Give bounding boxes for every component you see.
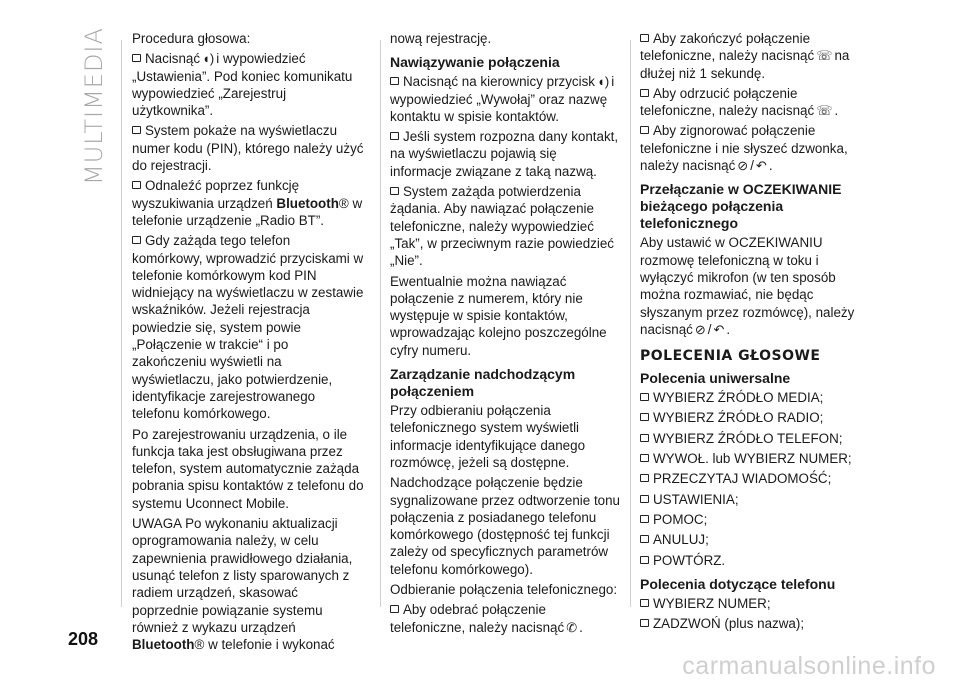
section-heading: Przełączanie w OCZEKIWANIE bieżącego połączenia telefonicznego xyxy=(640,181,842,232)
section-heading: Polecenia dotyczące telefonu xyxy=(640,575,836,592)
watermark: carmanualsonline.info xyxy=(682,652,936,680)
checkbox-bullet-icon xyxy=(640,126,649,134)
checkbox-bullet-icon xyxy=(132,181,141,189)
list-item: WYBIERZ ŹRÓDŁO RADIO; xyxy=(640,409,872,426)
step-item: Jeśli system rozpozna dany kontakt, na wyświetlaczu pojawią się informacje związane z taką nazwą. xyxy=(390,129,619,179)
page-number: 208 xyxy=(68,629,99,649)
checkbox-bullet-icon xyxy=(640,599,649,607)
section-heading: Polecenia uniwersalne xyxy=(640,370,791,387)
checkbox-bullet-icon xyxy=(390,132,399,140)
column-divider xyxy=(121,40,122,607)
checkbox-bullet-icon xyxy=(640,515,649,523)
paragraph: Ewentualnie można nawiązać połączenie z numerem, który nie występuje w spisie kontaktów, wprowadzając kolejno poszczególne cyfry numeru. xyxy=(390,273,607,358)
checkbox-bullet-icon xyxy=(640,413,649,421)
list-item: POMOC; xyxy=(640,511,872,528)
step-item: Aby zignorować połączenie telefoniczne i nie słyszeć dzwonka, należy nacisnąć ⊘ / ↶ . xyxy=(640,123,848,174)
list-item: WYBIERZ NUMER; xyxy=(640,595,872,612)
checkbox-bullet-icon xyxy=(132,236,141,244)
list-item: ZADZWOŃ (plus nazwa); xyxy=(640,615,872,632)
paragraph: UWAGA Po wykonaniu aktualizacji oprogramowania należy, w celu zapewnienia prawidłowego działania, usunąć telefon z listy sparowanych z radiem urządzeń, skasować poprzednie powiązanie systemu również z wykazu urządzeń Bluetooth® w telefonie i wykonać xyxy=(132,516,353,653)
column-3 xyxy=(640,30,872,635)
back-arrow-icon: ↶ xyxy=(755,158,767,174)
paragraph: Procedura głosowa: xyxy=(132,31,251,46)
step-item: Aby odebrać połączenie telefoniczne, należy nacisnąć ✆ . xyxy=(390,602,583,635)
chapter-heading: POLECENIA GŁOSOWE xyxy=(640,348,821,365)
list-item: ANULUJ; xyxy=(640,531,872,548)
checkbox-bullet-icon xyxy=(640,474,649,482)
step-item: Aby zakończyć połączenie telefoniczne, należy nacisnąć ☏ na dłużej niż 1 sekundę. xyxy=(640,31,850,81)
phone-answer-icon: ✆ xyxy=(566,619,578,635)
voice-icon: ◖) xyxy=(202,51,215,67)
voice-icon: ◖) xyxy=(597,74,610,90)
checkbox-bullet-icon xyxy=(390,605,399,613)
checkbox-bullet-icon xyxy=(640,454,649,462)
column-2 xyxy=(390,30,622,639)
paragraph: Po zarejestrowaniu urządzenia, o ile funkcja taka jest obsługiwana przez telefon, system automatycznie zażąda pobrania spisu kontaktów z telefonu do systemu Uconnect Mobile. xyxy=(132,426,364,511)
step-item: Odnaleźć poprzez funkcję wyszukiwania urządzeń Bluetooth® w telefonie urządzenie „Radio BT”. xyxy=(132,178,363,228)
checkbox-bullet-icon xyxy=(640,619,649,627)
step-item: Aby odrzucić połączenie telefoniczne, należy nacisnąć ☏ . xyxy=(640,85,839,119)
paragraph: Aby ustawić w OCZEKIWANIU rozmowę telefoniczną w toku i wyłączyć mikrofon (w ten sposób można rozmawiać, nie będąc słyszanym przez rozmówcę), należy nacisnąć ⊘ / ↶ . xyxy=(640,235,855,337)
section-heading: Zarządzanie nadchodzącym połączeniem xyxy=(390,366,576,400)
paragraph: Nadchodzące połączenie będzie sygnalizowane przez odtworzenie tonu połączenia z posiadanego telefonu komórkowego (dostępność tej funkcji zależy od specyficznych parametrów telefonu komórkowego). xyxy=(390,475,621,577)
column-1 xyxy=(132,30,364,656)
paragraph: nową rejestrację. xyxy=(390,31,492,46)
phone-hangup-icon: ☏ xyxy=(816,48,833,64)
checkbox-bullet-icon xyxy=(640,89,649,97)
checkbox-bullet-icon xyxy=(640,535,649,543)
checkbox-bullet-icon xyxy=(132,54,141,62)
mic-off-icon: ⊘ xyxy=(737,158,749,174)
step-item: System pokaże na wyświetlaczu numer kodu (PIN), którego należy użyć do rejestracji. xyxy=(132,123,364,174)
paragraph: Odbieranie połączenia telefonicznego: xyxy=(390,582,618,598)
step-item: Nacisnąć ◖) i wypowiedzieć „Ustawienia”. Pod koniec komunikatu wypowiedzieć „Zarejestruj użytkownika”. xyxy=(132,51,353,119)
list-item: USTAWIENIA; xyxy=(640,491,872,508)
step-item: Nacisnąć na kierownicy przycisk ◖) i wypowiedzieć „Wywołaj” oraz nazwę kontaktu w spisie kontaktów. xyxy=(390,74,615,124)
checkbox-bullet-icon xyxy=(640,34,649,42)
column-divider xyxy=(380,40,381,607)
list-item: POWTÓRZ. xyxy=(640,552,872,569)
list-item: WYBIERZ ŹRÓDŁO MEDIA; xyxy=(640,389,872,406)
list-item: WYWOŁ. lub WYBIERZ NUMER; xyxy=(640,450,872,467)
checkbox-bullet-icon xyxy=(640,556,649,564)
paragraph: Przy odbieraniu połączenia telefonicznego system wyświetli informacje identyfikujące danego rozmówcę, jeżeli są dostępne. xyxy=(390,403,586,470)
checkbox-bullet-icon xyxy=(390,187,399,195)
section-heading: Nawiązywanie połączenia xyxy=(390,54,560,71)
checkbox-bullet-icon xyxy=(640,495,649,503)
step-item: Gdy zażąda tego telefon komórkowy, wprowadzić przyciskami w telefonie komórkowym kod PIN widniejący na wyświetlaczu w zestawie wskaźników. Jeżeli rejestracja powiedzie się, system powie „Połączenie w trakcie“ i po zakończeniu wyświetli na wyświetlaczu, jako potwierdzenie, identyfikacje zarejestrowanego telefonu komórkowego. xyxy=(132,233,364,422)
list-item: WYBIERZ ŹRÓDŁO TELEFON; xyxy=(640,430,872,447)
mic-off-icon: ⊘ xyxy=(694,321,706,337)
back-arrow-icon: ↶ xyxy=(713,321,725,337)
phone-hangup-icon: ☏ xyxy=(816,103,833,119)
checkbox-bullet-icon xyxy=(640,393,649,401)
column-divider xyxy=(630,40,631,607)
checkbox-bullet-icon xyxy=(390,77,399,85)
checkbox-bullet-icon xyxy=(132,126,141,134)
step-item: System zażąda potwierdzenia żądania. Aby nawiązać połączenie telefoniczne, należy wypowiedzieć „Tak”, w przeciwnym razie powiedzieć „Nie”. xyxy=(390,184,614,269)
list-item: PRZECZYTAJ WIADOMOŚĆ; xyxy=(640,470,872,487)
checkbox-bullet-icon xyxy=(640,434,649,442)
